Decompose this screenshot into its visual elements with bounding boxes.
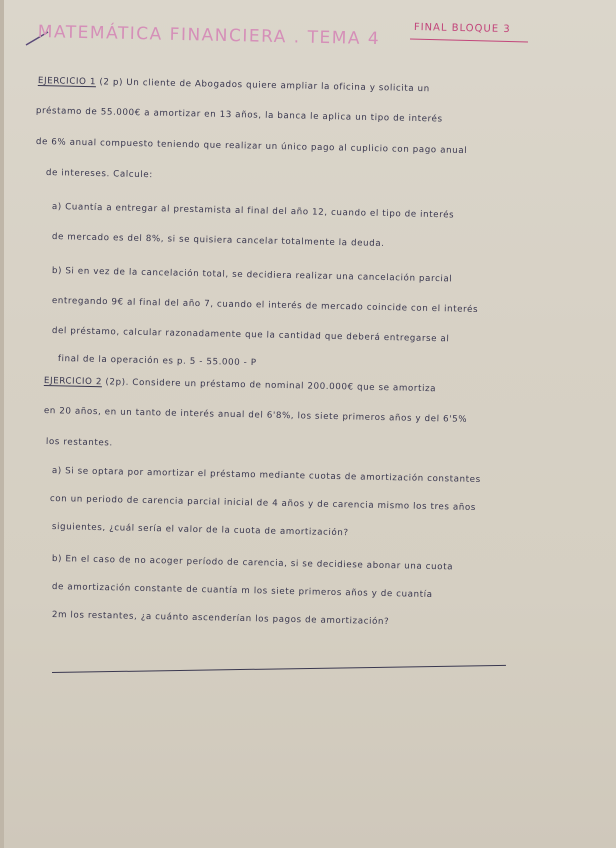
- exercise-line: (2p). Considere un préstamo de nominal 200.000€ que se amortiza: [105, 377, 437, 395]
- exercise-1-label: EJERCICIO 1: [37, 76, 97, 88]
- question-2b: b) En el caso de no acoger período de carencia, si se decidiese abonar una cuota: [51, 554, 454, 573]
- exercise-line: de intereses. Calcule:: [45, 168, 153, 181]
- exercise-line: siguientes, ¿cuál sería el valor de la cuota de amortización?: [51, 522, 349, 539]
- exercise-1-heading: [38, 76, 430, 94]
- exercise-line: final de la operación es p. 5 - 55.000 - P: [57, 354, 257, 369]
- tag-underline: [410, 38, 528, 42]
- end-rule: [52, 665, 506, 673]
- exercise-line: (2 p) Un cliente de Abogados quiere ampliar la oficina y solicita un: [99, 77, 430, 95]
- scan-edge: [0, 0, 4, 848]
- page-title: MATEMÁTICA FINANCIERA . TEMA 4: [37, 22, 381, 50]
- exercise-line: préstamo de 55.000€ a amortizar en 13 años, la banca le aplica un tipo de interés: [35, 106, 443, 125]
- block-tag: FINAL BLOQUE 3: [413, 22, 511, 36]
- exercise-line: entregando 9€ al final del año 7, cuando el interés de mercado coincide con el interés: [51, 296, 479, 315]
- exercise-line: de amortización constante de cuantía m los siete primeros años y de cuantía: [51, 582, 433, 600]
- exercise-line: 2m los restantes, ¿a cuánto ascenderían los pagos de amortización?: [51, 610, 390, 628]
- exercise-line: del préstamo, calcular razonadamente que la cantidad que deberá entregarse al: [51, 326, 450, 345]
- question-1a: a) Cuantía a entregar al prestamista al final del año 12, cuando el tipo de interés: [51, 202, 455, 221]
- exercise-line: los restantes.: [45, 437, 113, 449]
- exercise-line: de 6% anual compuesto teniendo que realizar un único pago al cuplicio con pago anual: [35, 137, 468, 157]
- exercise-line: en 20 años, en un tanto de interés anual del 6'8%, los siete primeros años y del 6'5%: [43, 406, 468, 425]
- exercise-line: de mercado es del 8%, si se quisiera cancelar totalmente la deuda.: [51, 232, 385, 249]
- exercise-2-heading: [44, 376, 436, 394]
- exercise-2-label: EJERCICIO 2: [43, 376, 103, 388]
- exercise-line: con un periodo de carencia parcial inicial de 4 años y de carencia mismo los tres años: [49, 494, 477, 513]
- question-2a: a) Si se optara por amortizar el préstamo mediante cuotas de amortización constantes: [51, 466, 481, 485]
- question-1b: b) Si en vez de la cancelación total, se decidiera realizar una cancelación parcial: [51, 266, 453, 285]
